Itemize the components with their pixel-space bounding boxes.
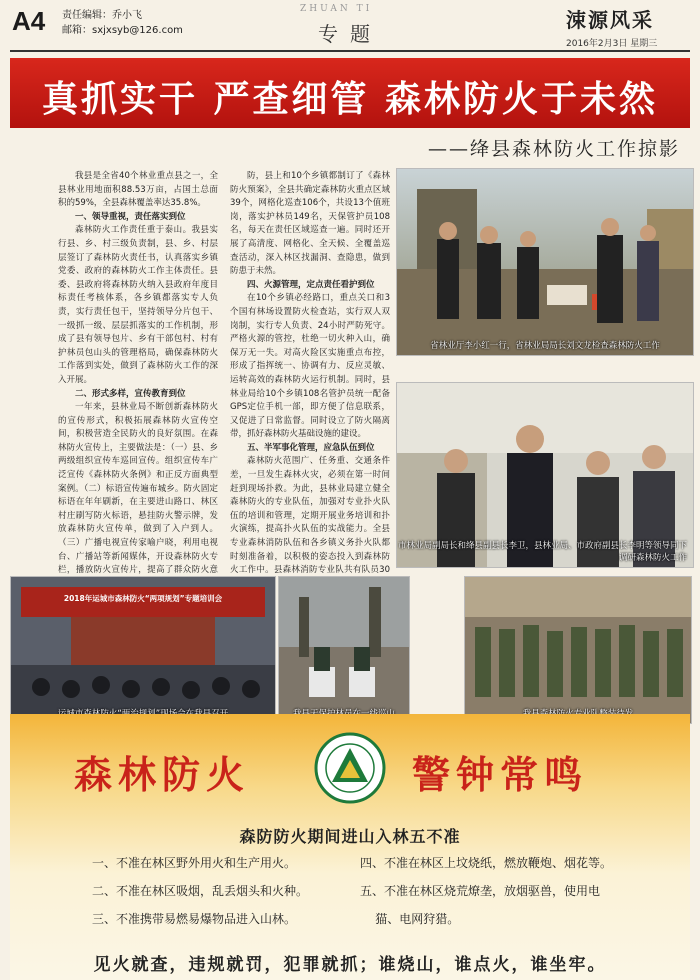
editor-line: 责任编辑：乔小飞	[62, 10, 142, 21]
caption-inspection: 省林业厅李小红一行，省林业局局长刘文龙检查森林防火工作	[430, 341, 660, 351]
rule-item: 四、不准在林区上坟烧纸，燃放鞭炮、烟花等。	[360, 856, 613, 870]
paragraph: 森林防火工作责任重于泰山。我县实行县、乡、村三级负责制，县、乡、村层层签订了森林防火责任书，认真落实乡镇党委、政府的森林防火工作主体责任。县委、县政府将森林防火纳入县政府年度目标责任考核体系，各乡镇都落实专人负责，实行责任包干，坚持领导分片包干、一级抓一级、层层抓落实的工作机制，形成了县有领导包片、乡有干部包村、村有护林员包山头的管理格局，确保森林防火工作落到实处，做到了森林防火工作的深入开展。	[58, 225, 218, 385]
subtitle: ——绛县森林防火工作掠影	[427, 138, 680, 160]
section-heading: 一、领导重视，责任落实到位	[75, 211, 186, 222]
section-label-en: ZHUAN TI	[300, 4, 373, 14]
newspaper-brand: 涑源风采	[566, 8, 654, 32]
headline: 真抓实干 严查细管 森林防火于未然	[41, 79, 659, 120]
section-label: 专题	[318, 22, 382, 46]
fire-prevention-poster	[10, 714, 690, 980]
headline-banner	[10, 58, 690, 128]
paragraph: 在10个乡镇必经路口，重点关口和3个国有林场设置防火检查站，实行双人双岗制，实行专人负责、24小时严防死守。严格火源的管控，杜绝一切火种入山，确保万无一失。对高火险区实施重点布控，形成了指挥统一、协调有力、反应灵敏、运转高效的森林防火运行机制。同时，县林业局给10个乡镇108名管护员统一配备GPS定位手机一部，即方便了信息联系，又促进了日常监督。同时设立了防火隔离带，抓好森林防火基础设施的建设。	[230, 293, 390, 440]
email-line: 邮箱：sxjxsyb@126.com	[62, 25, 183, 36]
forest-fire-emblem-icon	[314, 732, 386, 804]
photo-troops-image	[465, 577, 691, 723]
photo-conference	[10, 576, 276, 724]
rule-item: 猫、电网狩猎。	[360, 912, 460, 926]
photo-inspection-image	[397, 169, 693, 355]
page-number: A4	[12, 6, 46, 36]
rules-left	[92, 854, 352, 927]
photo-patrol-image	[279, 577, 409, 723]
section-heading: 五、半军事化管理，应急队伍到位	[247, 442, 375, 453]
paragraph: 森林防火范围广、任务重、交通条件差，一旦发生森林火灾，必须在第一时间赶到现场扑救。为此，县林业局建立健全森林防火的专业队伍，加强对专业扑火队伍的培训和管理，定期开展业务培训和扑火演练，提高扑火队伍的实战能力。全县专业森林消防队伍和各乡镇义务扑火队都时刻准备着，以积极的姿态投入到森林防火工作中。县森林消防专业队共有队员30	[230, 456, 390, 576]
caption-officials: 市林业局副局长和绛县副县长李卫，县林业局、市政府副县长李明等领导同下调研森林防火工作	[397, 541, 687, 563]
paragraph: 我县是全省40个林业重点县之一，全县林业用地面积88.53万亩，占国土总面积的59%，全县森林覆盖率达35.8%。	[58, 171, 218, 209]
rule-item: 二、不准在林区吸烟，乱丢烟头和火种。	[92, 884, 309, 898]
rule-item: 三、不准携带易燃易爆物品进入山林。	[92, 912, 297, 926]
photo-inspection	[396, 168, 694, 356]
header-divider	[10, 50, 690, 52]
article-column-2	[230, 170, 390, 578]
paragraph: 一年来，县林业局不断创新森林防火的宣传形式，积极拓展森林防火宣传空间，积极营造全民防火的良好氛围。在森林防火宣传上，主要做法是：（一）县、乡两级组织宣传车巡回宣传。组织宣传车广泛宣传《森林防火条例》和正反方面典型案例。（二）标语宣传遍布城乡。防火固定标语在年年刷新，在主要进山路口、林区村庄刷写防火标语，悬挂防火警示牌，发放森林防火宣传单，做到了入户到人。（三）广播电视宣传家喻户晓，利用电视台、广播站等新闻媒体，开设森林防火专栏，播放防火宣传片，提高了群众防火意	[58, 402, 218, 576]
editor-info	[62, 8, 183, 38]
paragraph: 防，县上和10个乡镇都制订了《森林防火预案》，全县共确定森林防火重点区域39个，网格化巡查106个，共设13个值班岗，落实护林员149名，天保管护员108名，每天在责任区域巡查一遍。同时还开展了高清度、网格化、全天候、全覆盖巡查活动，深入林区找漏洞、查隐患，做到防患于未然。	[230, 171, 390, 277]
issue-date: 2016年2月3日 星期三	[566, 39, 658, 49]
rules-right	[360, 854, 660, 927]
meeting-banner-text: 2018年运城市森林防火“两项规划”专题培训会	[63, 594, 223, 603]
section-heading: 二、形式多样，宣传教育到位	[75, 388, 186, 399]
article-column-1	[58, 170, 218, 578]
section-heading: 四、火源管理，定点责任看护到位	[247, 279, 375, 290]
poster-slogan-right: 警钟常鸣	[412, 752, 589, 797]
rule-item: 一、不准在林区野外用火和生产用火。	[92, 856, 297, 870]
photo-patrol	[278, 576, 410, 724]
bottom-slogan: 见火就查，违规就罚，犯罪就抓；谁烧山，谁点火，谁坐牢。	[93, 955, 607, 975]
photo-troops	[464, 576, 692, 724]
rules-title: 森防防火期间进山入林五不准	[239, 827, 461, 846]
poster-slogan-left: 森林防火	[74, 752, 251, 797]
rule-item: 五、不准在林区烧荒燎垄，放烟驱兽，使用电	[360, 884, 601, 898]
photo-officials	[396, 382, 694, 568]
